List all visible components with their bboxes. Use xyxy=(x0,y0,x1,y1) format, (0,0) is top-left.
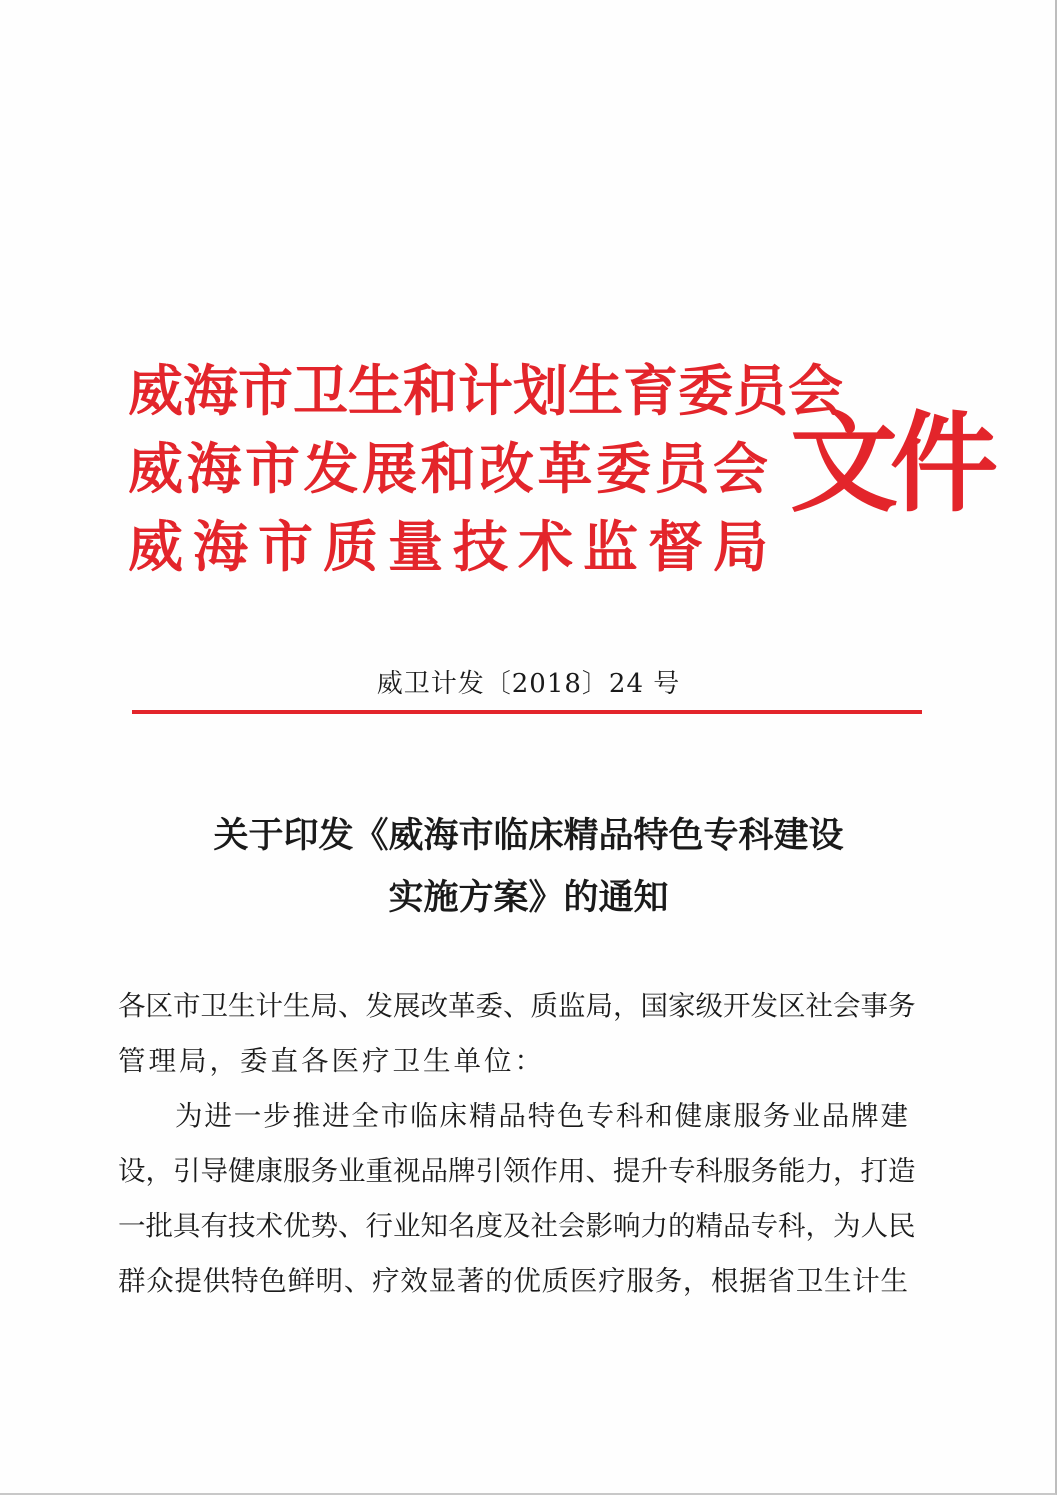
body-line-recipients-2: 管理局，委直各医疗卫生单位： xyxy=(118,1045,545,1077)
document-number: 威卫计发〔2018〕24 号 xyxy=(376,669,681,699)
red-divider-line xyxy=(132,710,922,714)
body-line-paragraph-3: 一批具有技术优势、行业知名度及社会影响力的精品专科，为人民 xyxy=(118,1210,916,1242)
title-line-2: 实施方案》的通知 xyxy=(388,877,669,918)
issuer-health-commission: 威海市卫生和计划生育委员会 xyxy=(128,358,844,423)
issuing-agencies xyxy=(128,352,844,586)
red-header xyxy=(128,352,991,592)
body-line-paragraph-1: 为进一步推进全市临床精品特色专科和健康服务业品牌建 xyxy=(175,1100,908,1132)
document-type-label: 文件 xyxy=(790,401,991,527)
issuer-development-reform-commission: 威海市发展和改革委员会 xyxy=(128,436,768,501)
body-line-recipients-1: 各区市卫生计生局、发展改革委、质监局，国家级开发区社会事务 xyxy=(118,990,916,1022)
notice-body xyxy=(118,982,916,1312)
body-line-paragraph-4: 群众提供特色鲜明、疗效显著的优质医疗服务，根据省卫生计生 xyxy=(118,1265,908,1297)
body-line-paragraph-2: 设，引导健康服务业重视品牌引领作用、提升专科服务能力，打造 xyxy=(118,1155,916,1187)
notice-title xyxy=(0,805,1057,929)
title-line-1: 关于印发《威海市临床精品特色专科建设 xyxy=(213,815,844,856)
issuer-quality-supervision-bureau: 威海市质量技术监督局 xyxy=(128,514,768,579)
